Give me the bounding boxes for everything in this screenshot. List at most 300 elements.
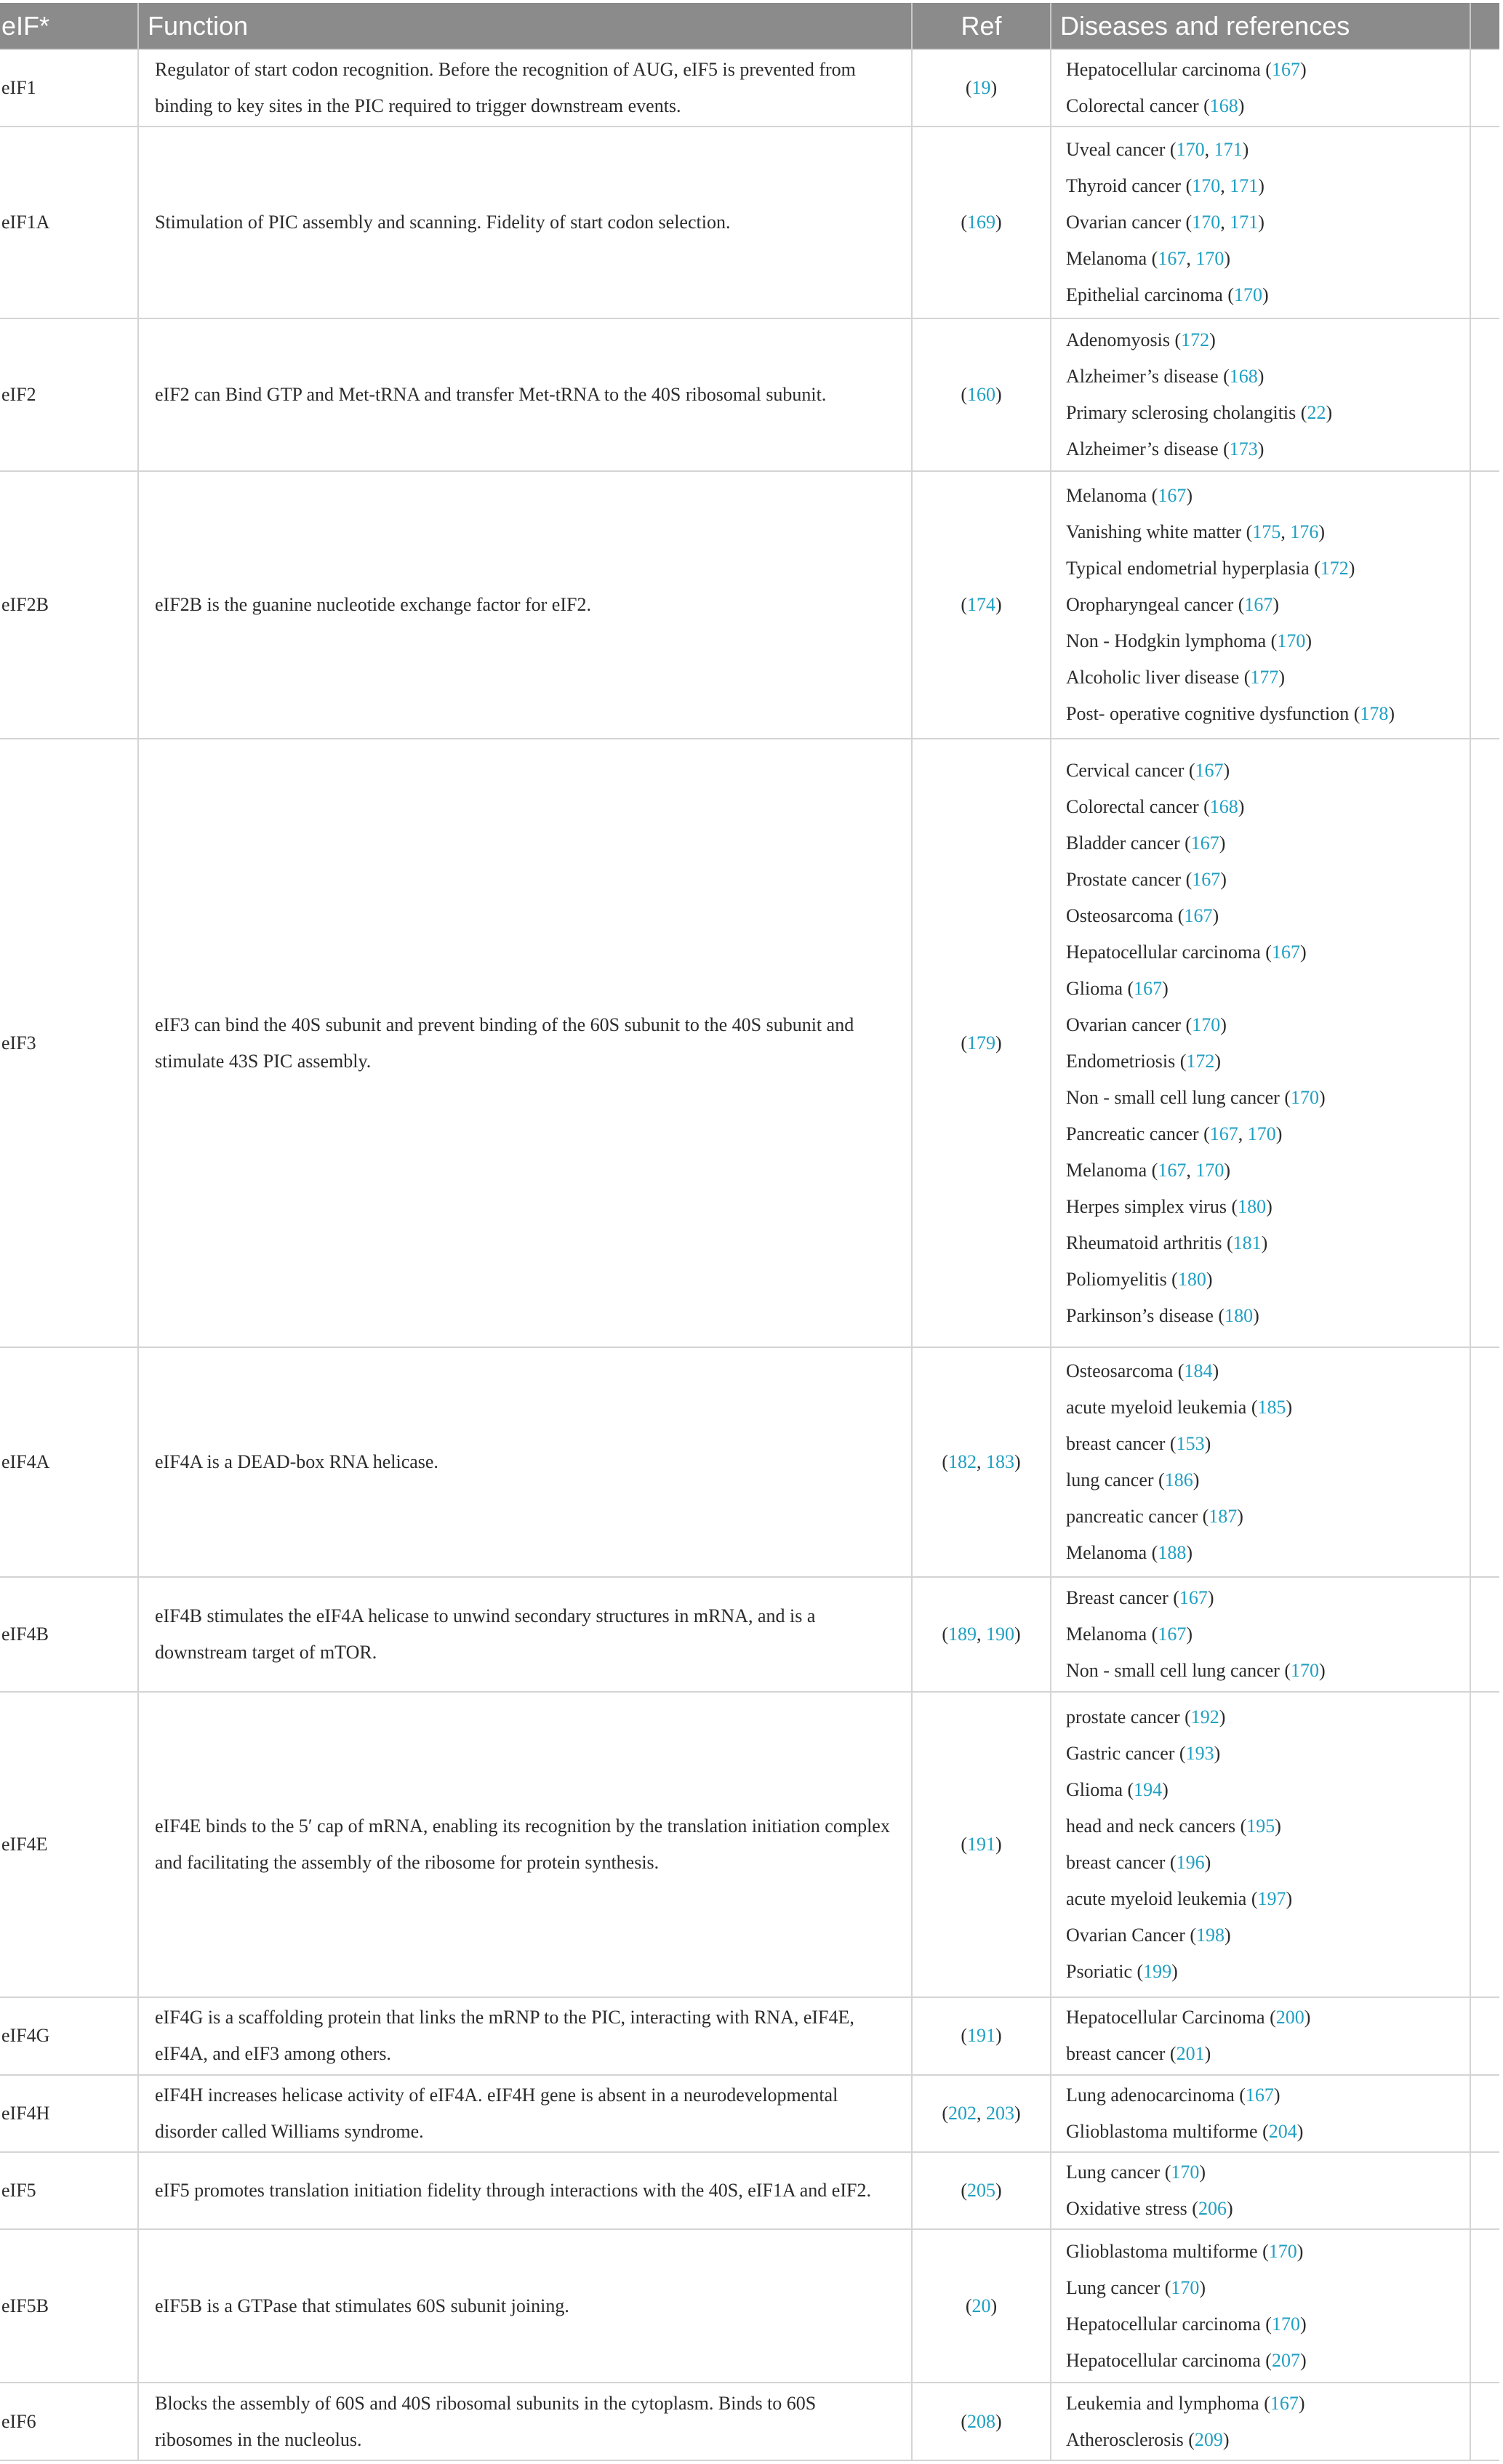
ref-link[interactable]: 171 — [1230, 212, 1259, 233]
disease-text: ) — [1253, 1304, 1259, 1326]
disease-item — [1066, 696, 1470, 732]
ref-link[interactable]: 179 — [967, 1032, 995, 1054]
diseases-cell — [1051, 318, 1470, 472]
disease-item — [1066, 358, 1470, 395]
disease-item — [1066, 2114, 1470, 2150]
diseases-cell — [1051, 1347, 1470, 1576]
function-cell: eIF4H increases helicase activity of eIF4A. eIF4H gene is absent in a neurodevelopmental disorder called Williams syndrome. — [138, 2075, 912, 2152]
ref-link[interactable]: 168 — [1229, 366, 1258, 388]
eif-name-cell: eIF5 — [0, 2152, 138, 2229]
spacer-cell — [1470, 318, 1499, 472]
function-cell: Regulator of start codon recognition. Before the recognition of AUG, eIF5 is prevented from binding to key sites in the PIC required to trigger downstream events. — [138, 49, 912, 127]
ref-link[interactable]: 188 — [1158, 1541, 1187, 1563]
ref-text: ) — [1014, 2102, 1021, 2124]
disease-text: ) — [1305, 630, 1312, 652]
disease-item — [1066, 322, 1470, 358]
diseases-cell — [1051, 49, 1470, 127]
ref-link[interactable]: 206 — [1198, 2198, 1227, 2220]
ref-link[interactable]: 22 — [1307, 402, 1326, 424]
disease-text: Vanishing white matter ( — [1066, 521, 1253, 543]
disease-item — [1066, 1462, 1470, 1498]
eif-name-cell: eIF4B — [0, 1577, 138, 1693]
ref-link[interactable]: 191 — [967, 1834, 995, 1855]
ref-link[interactable]: 181 — [1233, 1232, 1262, 1253]
disease-text: ) — [1199, 2162, 1206, 2183]
eif-name-cell: eIF4G — [0, 1997, 138, 2074]
disease-text: ) — [1286, 1888, 1293, 1910]
ref-link[interactable]: 167 — [1158, 1623, 1187, 1645]
ref-cell — [912, 739, 1051, 1347]
disease-text: Uveal cancer ( — [1066, 139, 1177, 161]
ref-cell — [912, 1347, 1051, 1576]
ref-link[interactable]: 189 — [948, 1623, 977, 1645]
ref-link[interactable]: 198 — [1196, 1925, 1225, 1946]
table-row — [0, 739, 1499, 1347]
disease-text: ) — [1220, 1014, 1227, 1035]
disease-text: , — [1204, 139, 1214, 161]
disease-text: , — [1220, 212, 1230, 233]
ref-link[interactable]: 201 — [1176, 2043, 1205, 2065]
disease-text: ) — [1275, 1123, 1283, 1144]
ref-link[interactable]: 199 — [1143, 1961, 1172, 1983]
ref-link[interactable]: 180 — [1238, 1195, 1267, 1217]
disease-text: ) — [1242, 139, 1249, 161]
ref-link[interactable]: 204 — [1268, 2120, 1297, 2142]
ref-link[interactable]: 170 — [1234, 284, 1263, 306]
disease-item — [1066, 587, 1470, 623]
ref-link[interactable]: 202 — [948, 2102, 977, 2124]
ref-link[interactable]: 209 — [1194, 2428, 1223, 2450]
ref-link[interactable]: 171 — [1214, 139, 1243, 161]
disease-text: ) — [1296, 2240, 1304, 2262]
disease-text: acute myeloid leukemia ( — [1066, 1888, 1258, 1910]
disease-item — [1066, 431, 1470, 467]
ref-link[interactable]: 170 — [1171, 2162, 1200, 2183]
disease-item — [1066, 1298, 1470, 1334]
ref-link[interactable]: 170 — [1291, 1086, 1319, 1108]
ref-link[interactable]: 196 — [1176, 1852, 1205, 1874]
disease-text: Melanoma ( — [1066, 1623, 1158, 1645]
disease-text: ) — [1258, 175, 1264, 197]
disease-text: ) — [1272, 594, 1280, 616]
ref-link[interactable]: 170 — [1171, 2276, 1200, 2298]
ref-link[interactable]: 167 — [1134, 977, 1163, 999]
eif-name-cell: eIF2 — [0, 318, 138, 472]
ref-link[interactable]: 173 — [1229, 438, 1258, 460]
eif-name-cell: eIF5B — [0, 2229, 138, 2383]
table-row — [0, 2075, 1499, 2152]
disease-text: Pancreatic cancer ( — [1066, 1123, 1210, 1144]
disease-text: Breast cancer ( — [1066, 1586, 1179, 1608]
table-row — [0, 1347, 1499, 1576]
disease-text: lung cancer ( — [1066, 1469, 1165, 1490]
ref-link[interactable]: 167 — [1270, 2392, 1299, 2414]
ref-cell — [912, 1577, 1051, 1693]
ref-text: ( — [965, 77, 972, 99]
disease-text: Epithelial carcinoma ( — [1066, 284, 1235, 306]
ref-cell — [912, 49, 1051, 127]
ref-text: ) — [990, 2295, 998, 2316]
disease-text: Glioma ( — [1066, 1779, 1134, 1801]
ref-link[interactable]: 184 — [1184, 1360, 1213, 1381]
disease-item — [1066, 862, 1470, 898]
ref-link[interactable]: 178 — [1360, 703, 1389, 725]
disease-text: ) — [1193, 1469, 1200, 1490]
ref-link[interactable]: 207 — [1271, 2349, 1300, 2371]
disease-text: ) — [1224, 1159, 1231, 1181]
header-function: Function — [138, 3, 912, 49]
ref-link[interactable]: 170 — [1277, 630, 1306, 652]
disease-text: ) — [1304, 2007, 1311, 2028]
disease-item — [1066, 1007, 1470, 1043]
disease-item — [1066, 2422, 1470, 2458]
spacer-cell — [1470, 2229, 1499, 2383]
ref-cell — [912, 2229, 1051, 2383]
eif-name-cell: eIF4A — [0, 1347, 138, 1576]
disease-item — [1066, 1917, 1470, 1954]
diseases-cell — [1051, 739, 1470, 1347]
diseases-cell — [1051, 1692, 1470, 1997]
disease-text: ) — [1214, 1050, 1222, 1072]
disease-item — [1066, 1772, 1470, 1808]
ref-link[interactable]: 170 — [1291, 1659, 1319, 1681]
ref-link[interactable]: 186 — [1164, 1469, 1193, 1490]
header-diseases: Diseases and references — [1051, 3, 1470, 49]
disease-item — [1066, 1845, 1470, 1881]
ref-link[interactable]: 174 — [967, 594, 995, 616]
disease-text: ) — [1204, 1852, 1211, 1874]
ref-link[interactable]: 193 — [1185, 1743, 1214, 1765]
spacer-cell — [1470, 1997, 1499, 2074]
ref-link[interactable]: 180 — [1177, 1268, 1206, 1290]
disease-item — [1066, 1808, 1470, 1845]
disease-text: , — [1280, 521, 1291, 543]
disease-text: ) — [1258, 212, 1264, 233]
ref-link[interactable]: 167 — [1271, 941, 1300, 963]
disease-item — [1066, 2306, 1470, 2343]
disease-text: ) — [1299, 2313, 1307, 2335]
disease-item — [1066, 2036, 1470, 2072]
disease-text: breast cancer ( — [1066, 1432, 1177, 1454]
function-cell: eIF4A is a DEAD-box RNA helicase. — [138, 1347, 912, 1576]
ref-link[interactable]: 168 — [1209, 95, 1238, 117]
ref-text: ( — [961, 212, 967, 233]
disease-text: ) — [1199, 2276, 1206, 2298]
disease-text: Atherosclerosis ( — [1066, 2428, 1195, 2450]
ref-cell — [912, 1997, 1051, 2074]
ref-text: ) — [995, 594, 1002, 616]
ref-text: ( — [961, 594, 967, 616]
disease-item — [1066, 1353, 1470, 1389]
ref-link[interactable]: 182 — [948, 1450, 977, 1472]
disease-text: ) — [1278, 667, 1286, 689]
ref-link[interactable]: 167 — [1158, 1159, 1187, 1181]
function-cell: eIF4G is a scaffolding protein that links the mRNP to the PIC, interacting with RNA, eIF4E, eIF4A, and eIF3 among others. — [138, 1997, 912, 2074]
ref-link[interactable]: 167 — [1179, 1586, 1208, 1608]
ref-link[interactable]: 172 — [1181, 329, 1210, 351]
table-row — [0, 127, 1499, 318]
disease-item — [1066, 550, 1470, 587]
disease-item — [1066, 2270, 1470, 2306]
disease-text: Melanoma ( — [1066, 248, 1158, 270]
disease-text: pancreatic cancer ( — [1066, 1505, 1209, 1527]
disease-text: , — [1186, 1159, 1196, 1181]
table-row — [0, 2152, 1499, 2229]
ref-link[interactable]: 167 — [1195, 759, 1224, 781]
ref-link[interactable]: 191 — [967, 2025, 995, 2047]
disease-text: ) — [1206, 1268, 1213, 1290]
ref-link[interactable]: 167 — [1158, 248, 1187, 270]
disease-item — [1066, 204, 1470, 241]
spacer-cell — [1470, 2075, 1499, 2152]
ref-text: ( — [965, 2295, 972, 2316]
disease-text: Alzheimer’s disease ( — [1066, 438, 1230, 460]
diseases-cell — [1051, 1997, 1470, 2074]
eif-table — [0, 3, 1499, 2461]
disease-item — [1066, 825, 1470, 862]
ref-link[interactable]: 167 — [1158, 485, 1187, 507]
disease-item — [1066, 753, 1470, 789]
ref-link[interactable]: 170 — [1176, 139, 1205, 161]
ref-link[interactable]: 197 — [1257, 1888, 1286, 1910]
ref-text: ) — [995, 212, 1002, 233]
eif-name-cell: eIF1 — [0, 49, 138, 127]
diseases-cell — [1051, 471, 1470, 739]
ref-cell — [912, 318, 1051, 472]
ref-link[interactable]: 177 — [1250, 667, 1279, 689]
disease-item — [1066, 2077, 1470, 2114]
function-cell: Stimulation of PIC assembly and scanning. Fidelity of start codon selection. — [138, 127, 912, 318]
ref-link[interactable]: 20 — [971, 2295, 991, 2316]
spacer-cell — [1470, 49, 1499, 127]
disease-text: Psoriatic ( — [1066, 1961, 1144, 1983]
disease-text: ) — [1212, 904, 1219, 926]
ref-link[interactable]: 176 — [1290, 521, 1319, 543]
function-cell: eIF4E binds to the 5′ cap of mRNA, enabling its recognition by the translation initiation complex and facilitating the assembly of the ribosome for protein synthesis. — [138, 1692, 912, 1997]
spacer-cell — [1470, 739, 1499, 1347]
disease-item — [1066, 971, 1470, 1007]
disease-text: Lung cancer ( — [1066, 2162, 1171, 2183]
ref-link[interactable]: 208 — [967, 2410, 995, 2432]
ref-link[interactable]: 170 — [1271, 2313, 1300, 2335]
ref-link[interactable]: 170 — [1247, 1123, 1276, 1144]
disease-text: ) — [1286, 1396, 1293, 1418]
disease-text: Herpes simplex virus ( — [1066, 1195, 1238, 1217]
disease-text: ) — [1212, 1360, 1219, 1381]
ref-text: ( — [961, 2025, 967, 2047]
ref-link[interactable]: 160 — [967, 384, 995, 406]
ref-text: ) — [995, 1032, 1002, 1054]
disease-text: ) — [1204, 2043, 1211, 2065]
ref-link[interactable]: 167 — [1271, 59, 1300, 81]
disease-text: Ovarian Cancer ( — [1066, 1925, 1197, 1946]
header-ref: Ref — [912, 3, 1051, 49]
function-cell: eIF5 promotes translation initiation fidelity through interactions with the 40S, eIF1A and eIF2. — [138, 2152, 912, 2229]
disease-text: ) — [1273, 2084, 1280, 2106]
disease-text: Hepatocellular carcinoma ( — [1066, 2349, 1272, 2371]
ref-link[interactable]: 187 — [1209, 1505, 1238, 1527]
disease-text: Endometriosis ( — [1066, 1050, 1187, 1072]
table-row — [0, 471, 1499, 739]
disease-item — [1066, 1426, 1470, 1462]
disease-text: Hepatocellular carcinoma ( — [1066, 2313, 1272, 2335]
disease-item — [1066, 1261, 1470, 1298]
disease-item — [1066, 789, 1470, 825]
ref-cell — [912, 1692, 1051, 1997]
disease-text: ) — [1275, 1815, 1281, 1837]
ref-text: , — [977, 1623, 986, 1645]
header-eif: eIF* — [0, 3, 138, 49]
spacer-cell — [1470, 2383, 1499, 2460]
ref-link[interactable]: 180 — [1225, 1304, 1254, 1326]
ref-cell — [912, 471, 1051, 739]
ref-text: ) — [995, 2025, 1002, 2047]
ref-cell — [912, 127, 1051, 318]
ref-link[interactable]: 170 — [1192, 175, 1221, 197]
disease-item — [1066, 1535, 1470, 1571]
ref-link[interactable]: 170 — [1195, 1159, 1225, 1181]
disease-text: Post- operative cognitive dysfunction ( — [1066, 703, 1360, 725]
disease-text: ) — [1226, 2198, 1233, 2220]
ref-link[interactable]: 169 — [967, 212, 995, 233]
ref-link[interactable]: 170 — [1192, 212, 1221, 233]
disease-item — [1066, 1881, 1470, 1917]
disease-text: Hepatocellular carcinoma ( — [1066, 941, 1272, 963]
ref-link[interactable]: 167 — [1244, 594, 1273, 616]
disease-text: head and neck cancers ( — [1066, 1815, 1247, 1837]
table-row — [0, 1577, 1499, 1693]
ref-link[interactable]: 168 — [1209, 795, 1238, 817]
ref-link[interactable]: 185 — [1257, 1396, 1286, 1418]
disease-text: ) — [1223, 759, 1230, 781]
disease-text: Glioblastoma multiforme ( — [1066, 2120, 1269, 2142]
ref-link[interactable]: 172 — [1186, 1050, 1215, 1072]
function-cell: eIF4B stimulates the eIF4A helicase to unwind secondary structures in mRNA, and is a downstream target of mTOR. — [138, 1577, 912, 1693]
disease-text: ) — [1262, 284, 1269, 306]
disease-text: ) — [1186, 485, 1193, 507]
spacer-cell — [1470, 471, 1499, 739]
disease-text: Alzheimer’s disease ( — [1066, 366, 1230, 388]
eif-name-cell: eIF3 — [0, 739, 138, 1347]
disease-item — [1066, 168, 1470, 204]
ref-link[interactable]: 190 — [986, 1623, 1014, 1645]
table-row — [0, 1692, 1499, 1997]
disease-item — [1066, 88, 1470, 124]
disease-item — [1066, 898, 1470, 934]
disease-item — [1066, 241, 1470, 277]
ref-link[interactable]: 167 — [1192, 868, 1221, 890]
disease-text: ) — [1238, 95, 1245, 117]
disease-text: acute myeloid leukemia ( — [1066, 1396, 1258, 1418]
disease-text: Rheumatoid arthritis ( — [1066, 1232, 1233, 1253]
disease-item — [1066, 395, 1470, 431]
ref-link[interactable]: 172 — [1320, 558, 1349, 579]
function-cell: Blocks the assembly of 60S and 40S ribosomal subunits in the cytoplasm. Binds to 60S ribosomes in the nucleolus. — [138, 2383, 912, 2460]
eif-name-cell: eIF4E — [0, 1692, 138, 1997]
disease-item — [1066, 478, 1470, 514]
disease-text: ) — [1261, 1232, 1268, 1253]
diseases-cell — [1051, 2383, 1470, 2460]
ref-link[interactable]: 203 — [986, 2102, 1014, 2124]
disease-text: ) — [1219, 832, 1226, 854]
header-row — [0, 3, 1499, 49]
disease-text: ) — [1222, 2428, 1230, 2450]
eif-name-cell: eIF2B — [0, 471, 138, 739]
ref-link[interactable]: 195 — [1246, 1815, 1275, 1837]
ref-link[interactable]: 167 — [1184, 904, 1213, 926]
ref-cell — [912, 2152, 1051, 2229]
diseases-cell — [1051, 1577, 1470, 1693]
ref-link[interactable]: 167 — [1190, 832, 1219, 854]
diseases-cell — [1051, 2075, 1470, 2152]
disease-text: Melanoma ( — [1066, 1541, 1158, 1563]
disease-item — [1066, 1699, 1470, 1735]
disease-text: , — [1186, 248, 1196, 270]
disease-item — [1066, 1116, 1470, 1152]
spacer-cell — [1470, 1347, 1499, 1576]
disease-text: ) — [1186, 1623, 1193, 1645]
ref-link[interactable]: 171 — [1230, 175, 1259, 197]
disease-text: ) — [1214, 1743, 1221, 1765]
disease-text: ) — [1225, 1925, 1231, 1946]
disease-text: ) — [1162, 1779, 1169, 1801]
disease-text: ) — [1299, 941, 1307, 963]
ref-text: ( — [942, 1450, 948, 1472]
ref-link[interactable]: 170 — [1268, 2240, 1297, 2262]
diseases-cell — [1051, 127, 1470, 318]
disease-text: ) — [1348, 558, 1355, 579]
ref-link[interactable]: 167 — [1245, 2084, 1274, 2106]
disease-text: Melanoma ( — [1066, 485, 1158, 507]
ref-text: , — [977, 2102, 986, 2124]
ref-link[interactable]: 167 — [1209, 1123, 1238, 1144]
ref-link[interactable]: 19 — [971, 77, 991, 99]
ref-link[interactable]: 170 — [1192, 1014, 1221, 1035]
ref-text: ( — [942, 2102, 948, 2124]
ref-link[interactable]: 205 — [967, 2180, 995, 2202]
ref-link[interactable]: 194 — [1134, 1779, 1163, 1801]
ref-text: ( — [961, 1032, 967, 1054]
ref-text: ) — [1014, 1450, 1021, 1472]
disease-item — [1066, 1043, 1470, 1080]
disease-item — [1066, 2234, 1470, 2270]
disease-item — [1066, 1580, 1470, 1616]
disease-text: Melanoma ( — [1066, 1159, 1158, 1181]
disease-text: Colorectal cancer ( — [1066, 95, 1210, 117]
disease-text: ) — [1219, 1706, 1226, 1728]
disease-item — [1066, 2191, 1470, 2227]
disease-text: Glioma ( — [1066, 977, 1134, 999]
disease-text: ) — [1257, 438, 1264, 460]
ref-link[interactable]: 175 — [1252, 521, 1281, 543]
table-row — [0, 2383, 1499, 2460]
ref-link[interactable]: 170 — [1195, 248, 1225, 270]
ref-link[interactable]: 183 — [986, 1450, 1014, 1472]
disease-text: Osteosarcoma ( — [1066, 904, 1185, 926]
disease-text: Non - Hodgkin lymphoma ( — [1066, 630, 1278, 652]
disease-text: Hepatocellular carcinoma ( — [1066, 59, 1272, 81]
ref-link[interactable]: 200 — [1275, 2007, 1304, 2028]
disease-item — [1066, 1954, 1470, 1990]
ref-link[interactable]: 153 — [1176, 1432, 1205, 1454]
disease-text: Primary sclerosing cholangitis ( — [1066, 402, 1307, 424]
disease-text: Leukemia and lymphoma ( — [1066, 2392, 1270, 2414]
disease-item — [1066, 1080, 1470, 1116]
ref-link[interactable]: 192 — [1190, 1706, 1219, 1728]
disease-item — [1066, 1616, 1470, 1653]
disease-item — [1066, 1498, 1470, 1535]
disease-item — [1066, 1653, 1470, 1689]
